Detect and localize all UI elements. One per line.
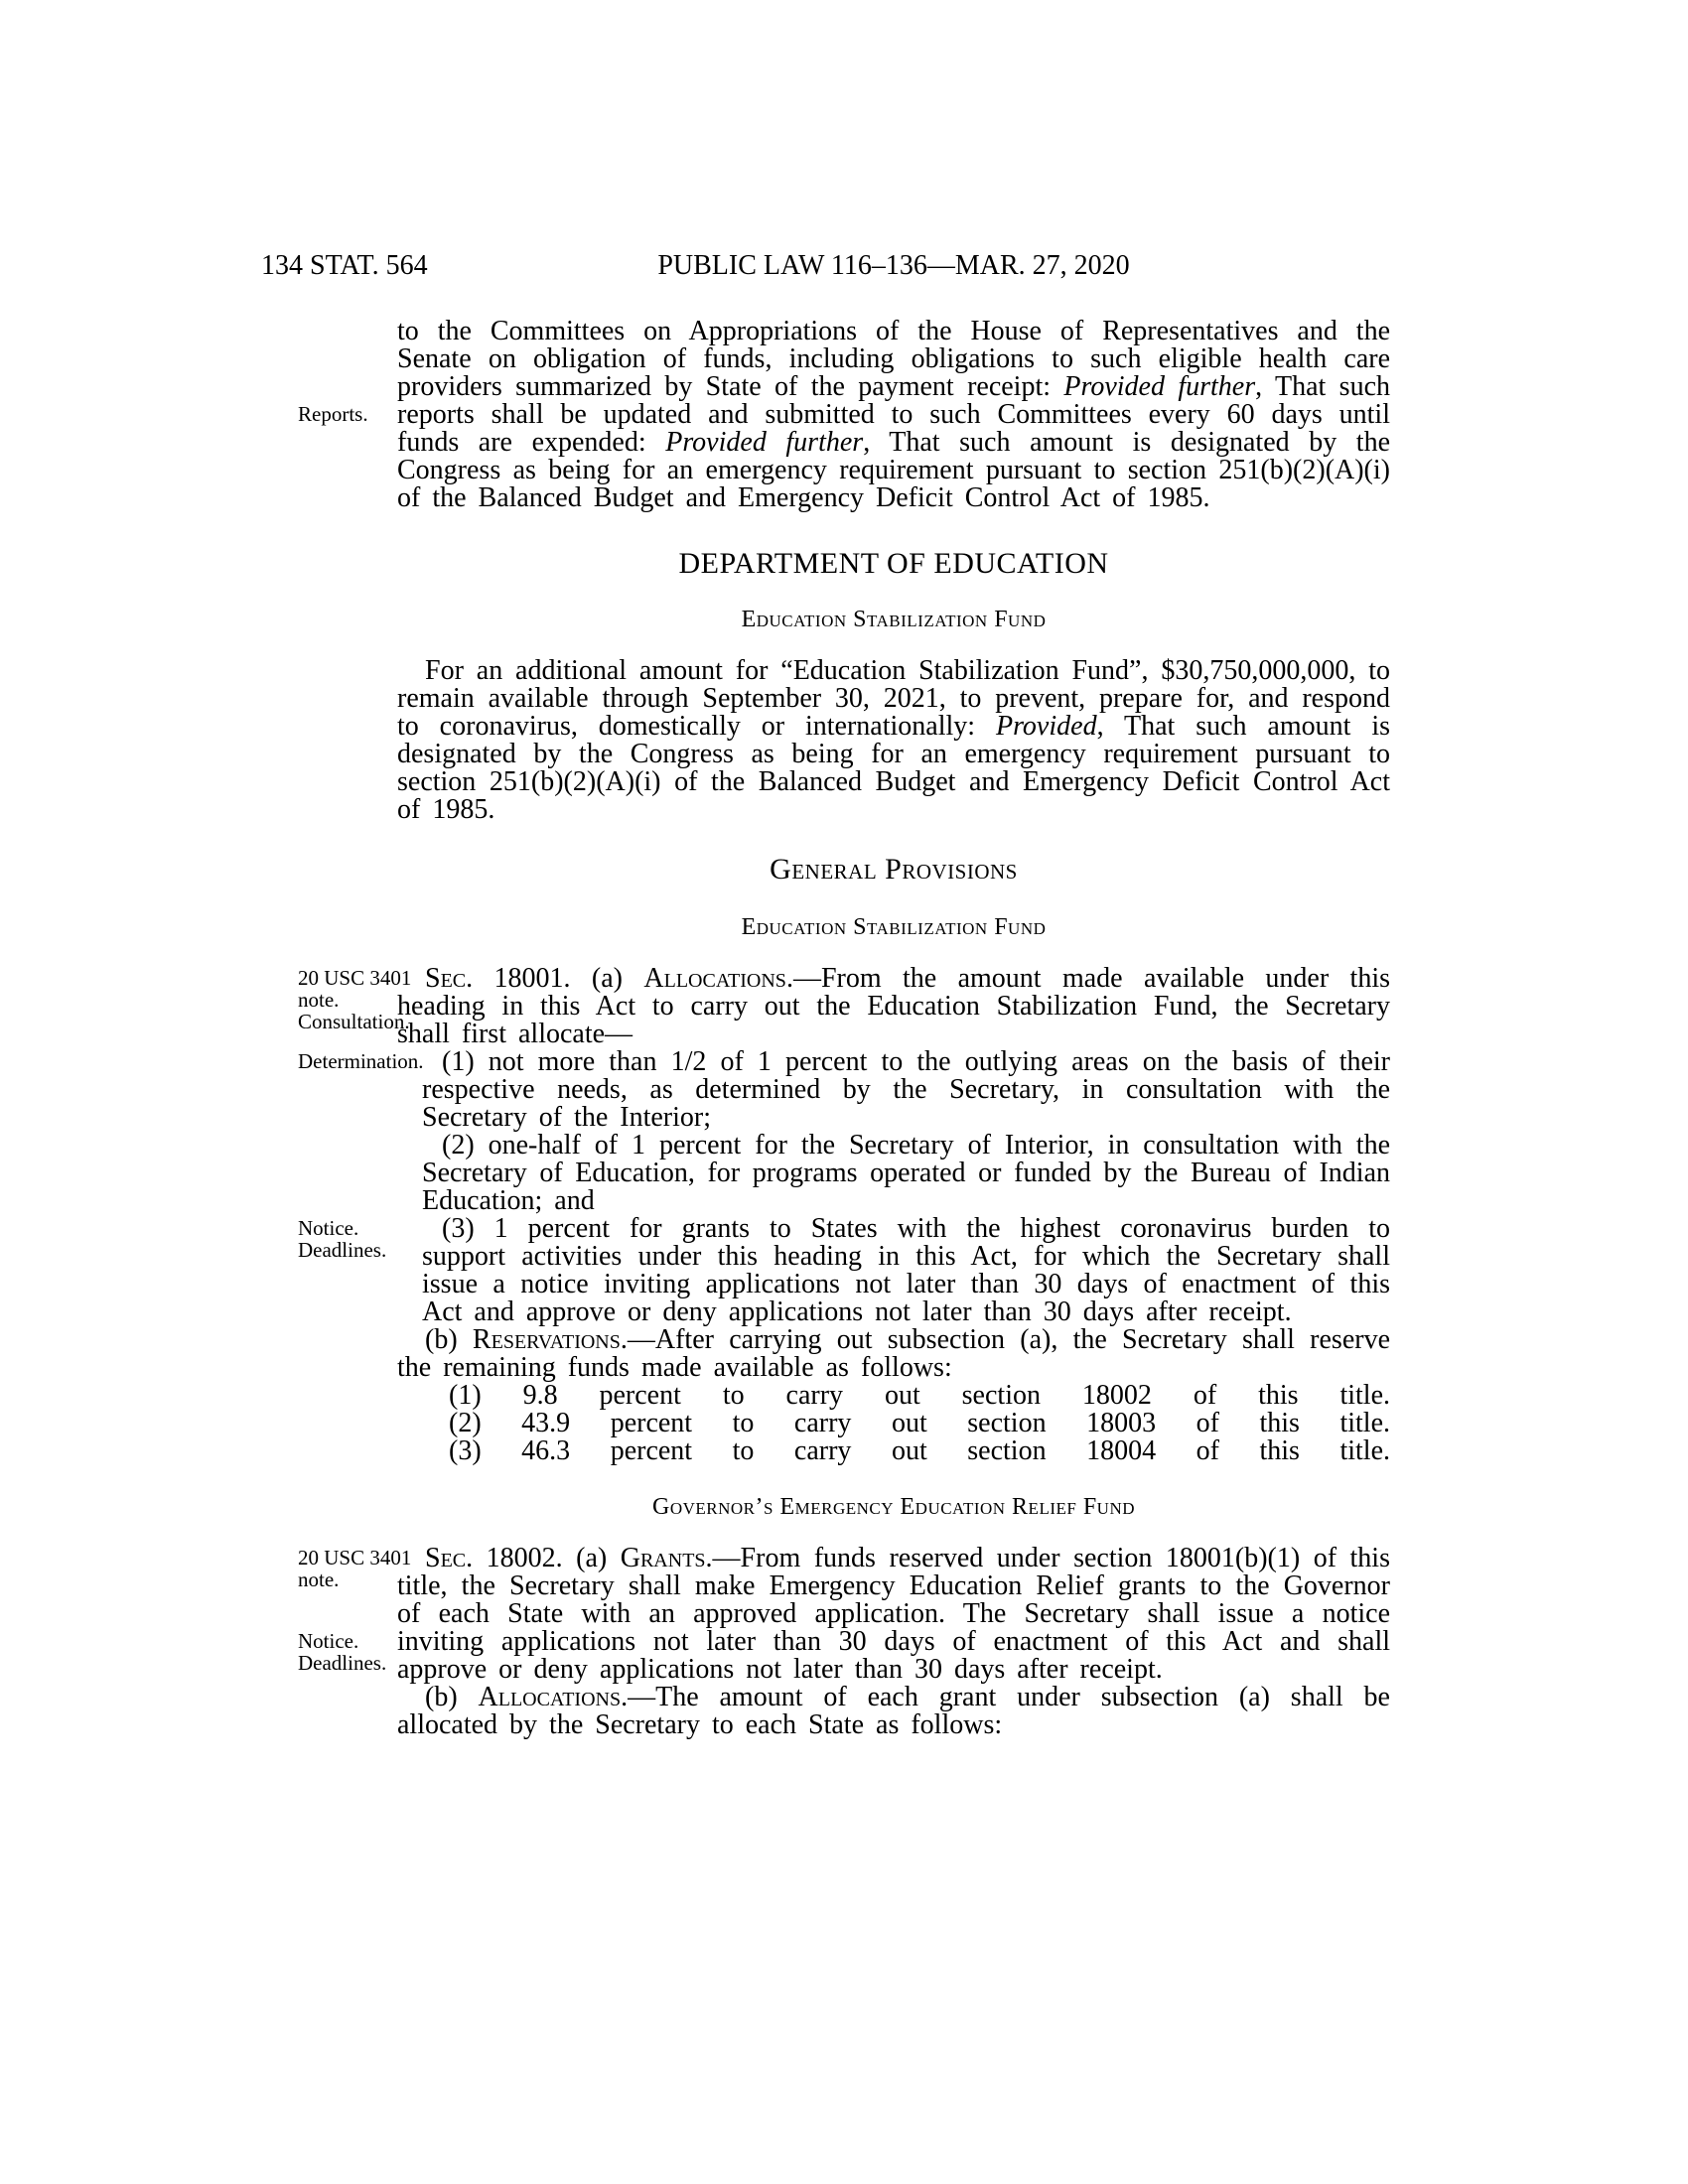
body-text: (3) 1 percent for grants to States with the highest coronavirus burden to support activities under this heading in this Act, for which the Secretary shall issue a notice inviting applications not later than 30 days of enactment of this Act and approve or deny applications not later than 30 days after receipt. <box>422 1213 1390 1327</box>
paragraph-block <box>397 1684 1390 1739</box>
proviso-italic-text: Provided <box>995 711 1097 742</box>
body-text: , That such reports shall be updated and submitted to such Committees every 60 days until funds are expended: <box>397 371 1390 458</box>
margin-sidenote-line: Reports. <box>298 402 368 426</box>
statute-paragraph <box>397 318 1390 512</box>
smallcaps-text: Allocations <box>478 1682 622 1712</box>
body-text: to the Committees on Appropriations of the House of Representatives and the Senate on obligation of funds, including obligations to such eligible health care providers summarized by State of the payment receipt: <box>397 316 1390 402</box>
paragraph-block <box>298 963 1390 1049</box>
section-heading: Governor’s Emergency Education Relief Fund <box>652 1494 1135 1520</box>
paragraph-block <box>397 1132 1390 1215</box>
body-text: , That such amount is designated by the Congress as being for an emergency requirement pursuant to section 251(b)(2)(A)(i) of the Balanced Budget and Emergency Deficit Control Act of 1985. <box>397 427 1391 513</box>
paragraph-block <box>397 657 1390 824</box>
proviso-italic-text: Provided further <box>1063 371 1256 402</box>
body-text: (2) 43.9 percent to carry out section 18003 of this title. <box>449 1408 1390 1438</box>
statute-paragraph <box>422 1215 1390 1326</box>
margin-sidenote-line: note. <box>298 988 340 1012</box>
body-text: (b) <box>425 1324 473 1355</box>
smallcaps-text: Sec. <box>425 1543 474 1573</box>
paragraph-block <box>397 1382 1390 1410</box>
body-text: , That such amount is designated by the Congress as being for an emergency requirement pursuant to section 251(b)(2)(A)(i) of the Balanced Budget and Emergency Deficit Control Act of 1985. <box>397 711 1391 825</box>
body-text: 18001. (a) <box>473 963 644 994</box>
margin-sidenote <box>298 1050 455 1072</box>
heading-block <box>397 547 1390 580</box>
statute-paragraph <box>397 1326 1390 1382</box>
body-text: .—The amount of each grant under subsection (a) shall be allocated by the Secretary to each State as follows: <box>397 1682 1390 1740</box>
smallcaps-text: Allocations <box>643 963 786 994</box>
proviso-italic-text: Provided further <box>665 427 864 458</box>
statute-paragraph <box>397 1684 1390 1739</box>
heading-block <box>397 606 1390 633</box>
body-text: (2) one-half of 1 percent for the Secretary of Interior, in consultation with the Secretary of Education, for programs operated or funded by the Bureau of Indian Education; and <box>422 1130 1390 1216</box>
statute-paragraph <box>397 1545 1390 1684</box>
margin-sidenote-line: note. <box>298 1568 340 1591</box>
smallcaps-text: Reservations <box>472 1324 621 1355</box>
statute-paragraph <box>449 1437 1390 1465</box>
margin-sidenote-line: Deadlines. <box>298 1651 387 1675</box>
statute-paragraph <box>397 657 1390 824</box>
paragraph-block <box>298 316 1391 513</box>
margin-sidenote-line: Notice. <box>298 1629 359 1653</box>
margin-sidenote <box>298 1547 455 1590</box>
section-heading: Education Stabilization Fund <box>741 607 1047 632</box>
margin-sidenote-line: Determination. <box>298 1049 424 1073</box>
paragraph-block <box>298 1046 1390 1133</box>
statute-paragraph <box>449 1410 1390 1437</box>
body-text: For an additional amount for “Education Stabilization Fund”, $30,750,000,000, to remain available through September 30, 2021, to prevent, prepare for, and respond to coronavirus, domestically or internationally: <box>397 655 1390 742</box>
stat-page-label: 134 STAT. 564 <box>261 250 428 281</box>
margin-sidenote-line: 20 USC 3401 <box>298 1546 412 1570</box>
margin-sidenote-line: Consultation. <box>298 1010 410 1033</box>
margin-sidenote <box>298 1217 455 1261</box>
body-text: (b) <box>425 1682 479 1712</box>
body-text: .—From funds reserved under section 18001(b)(1) of this title, the Secretary shall make Emergency Education Relief grants to the Governor of each State with an approved application. The Secretary shall issue a notice inviting applications not later than 30 days of enactment of this Act and shall approve or deny applications not later than 30 days after receipt. <box>397 1543 1390 1685</box>
section-heading: General Provisions <box>770 853 1018 886</box>
body-text: .—From the amount made available under this heading in this Act to carry out the Education Stabilization Fund, the Secretary shall first allocate— <box>397 963 1390 1049</box>
paragraph-block <box>397 1410 1390 1437</box>
statute-paragraph <box>397 965 1390 1048</box>
paragraph-block <box>397 1437 1390 1465</box>
heading-block <box>397 913 1390 941</box>
statute-paragraph <box>449 1382 1390 1410</box>
body-text: (3) 46.3 percent to carry out section 18004 of this title. <box>449 1435 1390 1466</box>
body-text: 18002. (a) <box>473 1543 621 1573</box>
paragraph-block <box>298 1213 1390 1327</box>
margin-sidenote <box>298 1630 455 1674</box>
margin-sidenote-line: 20 USC 3401 <box>298 966 412 990</box>
heading-block <box>397 853 1390 886</box>
heading-block <box>397 1493 1390 1521</box>
public-law-title: PUBLIC LAW 116–136—MAR. 27, 2020 <box>657 250 1130 281</box>
body-text: (1) 9.8 percent to carry out section 18002 of this title. <box>449 1380 1390 1411</box>
smallcaps-text: Grants <box>620 1543 706 1573</box>
section-heading: Education Stabilization Fund <box>741 914 1047 940</box>
margin-sidenote <box>298 403 455 425</box>
body-text: (1) not more than 1/2 of 1 percent to the outlying areas on the basis of their respective needs, as determined by the Secretary, in consultation with the Secretary of the Interior; <box>422 1046 1390 1133</box>
section-heading: DEPARTMENT OF EDUCATION <box>678 547 1109 580</box>
body-text: .—After carrying out subsection (a), the Secretary shall reserve the remaining funds made available as follows: <box>397 1324 1390 1383</box>
margin-sidenote-line: Notice. <box>298 1216 359 1240</box>
paragraph-block <box>298 1543 1390 1685</box>
margin-sidenote <box>298 967 455 1032</box>
statute-paragraph <box>422 1132 1390 1215</box>
document-body <box>298 316 1391 1740</box>
smallcaps-text: Sec. <box>425 963 474 994</box>
running-header <box>0 250 1688 290</box>
statute-paragraph <box>422 1048 1390 1132</box>
paragraph-block <box>397 1326 1390 1382</box>
margin-sidenote-line: Deadlines. <box>298 1238 387 1262</box>
